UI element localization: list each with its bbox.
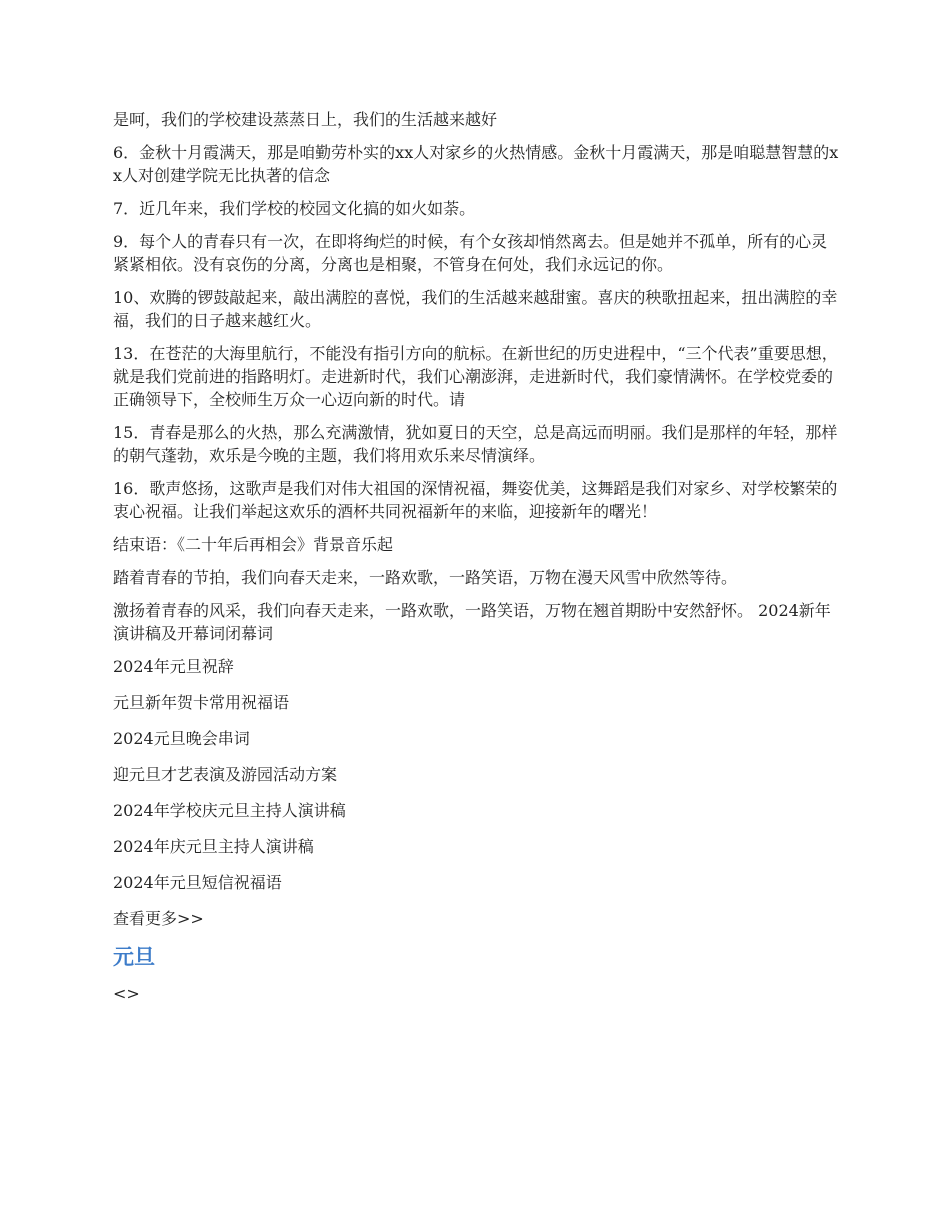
paragraph: 激扬着青春的风采，我们向春天走来，一路欢歌，一路笑语，万物在翘首期盼中安然舒怀。 2024新年演讲稿及开幕词闭幕词: [113, 601, 831, 643]
related-link[interactable]: 2024年元旦短信祝福语: [113, 873, 282, 892]
view-more-link[interactable]: 查看更多>>: [113, 909, 204, 928]
paragraph: 13．在苍茫的大海里航行，不能没有指引方向的航标。在新世纪的历史进程中，“三个代表”重要思想，就是我们党前进的指路明灯。走进新时代，我们心潮澎湃，走进新时代，我们豪情满怀。在学校党委的正确领导下，全校师生万众一心迈向新的时代。请: [113, 344, 838, 409]
paragraph: 9．每个人的青春只有一次，在即将绚烂的时候，有个女孩却悄然离去。但是她并不孤单，所有的心灵紧紧相依。没有哀伤的分离，分离也是相聚，不管身在何处，我们永远记的你。: [113, 232, 828, 274]
related-link[interactable]: 迎元旦才艺表演及游园活动方案: [113, 765, 338, 784]
section-heading: 元旦: [113, 945, 155, 969]
paragraph: 7．近几年来，我们学校的校园文化搞的如火如荼。: [113, 199, 476, 218]
paragraph: 16．歌声悠扬，这歌声是我们对伟大祖国的深情祝福，舞姿优美，这舞蹈是我们对家乡、对学校繁荣的衷心祝福。让我们举起这欢乐的酒杯共同祝福新年的来临，迎接新年的曙光！: [113, 479, 838, 521]
document-body: [113, 108, 840, 1005]
related-link[interactable]: 2024年元旦祝辞: [113, 657, 234, 676]
related-link[interactable]: 2024元旦晚会串词: [113, 729, 250, 748]
related-link[interactable]: 2024年庆元旦主持人演讲稿: [113, 837, 314, 856]
related-link[interactable]: 元旦新年贺卡常用祝福语: [113, 693, 290, 712]
paragraph: 是呵，我们的学校建设蒸蒸日上，我们的生活越来越好: [113, 110, 498, 129]
paragraph: 10、欢腾的锣鼓敲起来，敲出满腔的喜悦，我们的生活越来越甜蜜。喜庆的秧歌扭起来，扭出满腔的幸福，我们的日子越来越红火。: [113, 288, 838, 330]
related-link[interactable]: 2024年学校庆元旦主持人演讲稿: [113, 801, 346, 820]
paragraph: 结束语：《二十年后再相会》背景音乐起: [113, 535, 394, 554]
paragraph: 6．金秋十月霞满天，那是咱勤劳朴实的xx人对家乡的火热情感。金秋十月霞满天，那是咱聪慧智慧的xx人对创建学院无比执著的信念: [113, 143, 839, 185]
paragraph-list: [113, 108, 840, 645]
paragraph: 15．青春是那么的火热，那么充满激情，犹如夏日的天空，总是高远而明丽。我们是那样的年轻，那样的朝气蓬勃，欢乐是今晚的主题，我们将用欢乐来尽情演绎。: [113, 423, 838, 465]
paragraph: 踏着青春的节拍，我们向春天走来，一路欢歌，一路笑语，万物在漫天风雪中欣然等待。: [113, 568, 738, 587]
related-links-list: [113, 655, 840, 894]
tail-text: <>: [113, 984, 140, 1003]
